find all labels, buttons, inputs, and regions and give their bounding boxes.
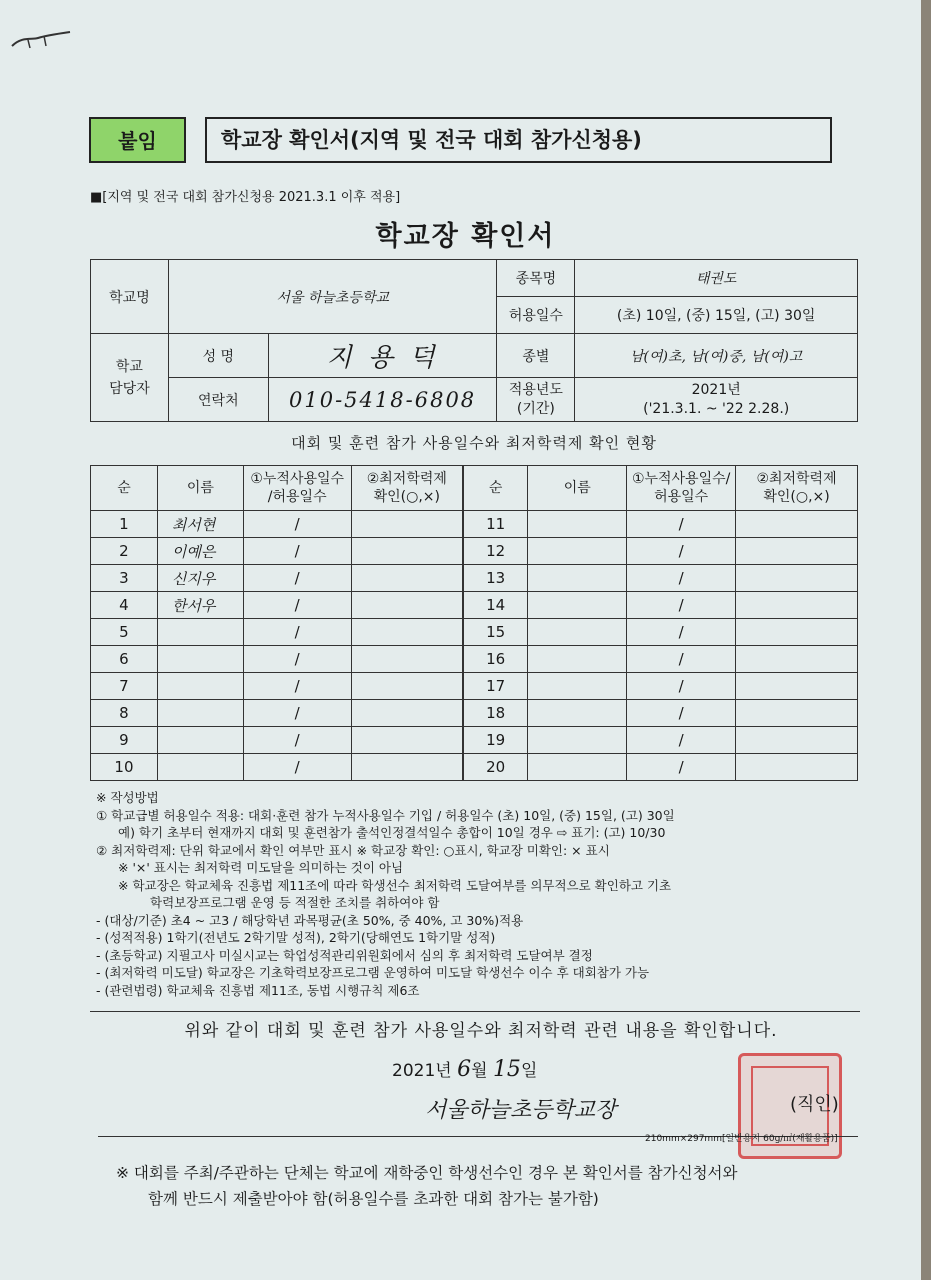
note-line: - (관련법령) 학교체육 진흥법 제11조, 동법 시행규칙 제6조 xyxy=(96,982,420,998)
date-day-unit: 일 xyxy=(520,1061,538,1081)
row-days: / xyxy=(243,538,351,565)
col-header-num-right: 순 xyxy=(463,466,528,511)
year-label: 적용년도 (기간) xyxy=(497,378,575,422)
note-line: - (대상/기준) 초4 ~ 고3 / 해당학년 과목평균(초 50%, 중 40%, 고 30%)적용 xyxy=(96,912,524,928)
row-num: 19 xyxy=(463,727,528,754)
row-academic xyxy=(351,538,463,565)
row-academic xyxy=(351,565,463,592)
row-name xyxy=(528,538,627,565)
table-row xyxy=(91,646,858,673)
row-num: 2 xyxy=(91,538,158,565)
row-academic xyxy=(736,619,858,646)
row-num: 4 xyxy=(91,592,158,619)
applicability-note: ■[지역 및 전국 대회 참가신청용 2021.3.1 이후 적용] xyxy=(90,190,401,205)
row-academic xyxy=(351,754,463,781)
note-line: ② 최저학력제: 단위 학교에서 확인 여부만 표시 ※ 학교장 확인: ○표시, 학교장 미확인: × 표시 xyxy=(96,842,610,858)
manager-label: 학교 담당자 xyxy=(91,334,169,422)
row-days: / xyxy=(243,754,351,781)
school-name-label: 학교명 xyxy=(91,260,169,334)
paper-spec: 210mm×297mm[일반용지 60g/㎡(재활용품)] xyxy=(645,1134,838,1144)
document-header-title: 학교장 확인서(지역 및 전국 대회 참가신청용) xyxy=(205,117,832,163)
sport-value: 태권도 xyxy=(575,260,858,297)
school-name-value: 서울 하늘초등학교 xyxy=(168,260,497,334)
row-academic xyxy=(736,538,858,565)
year-value: 2021년 xyxy=(691,381,741,398)
status-section-title: 대회 및 훈련 참가 사용일수와 최저학력제 확인 현황 xyxy=(291,434,657,452)
note-line: - (최저학력 미도달) 학교장은 기초학력보장프로그램 운영하여 미도달 학생선수 이수 후 대회참가 가능 xyxy=(96,965,650,980)
row-name xyxy=(157,754,243,781)
row-days: / xyxy=(627,673,736,700)
note-line: ※ 학교장은 학교체육 진흥법 제11조에 따라 학생선수 최저학력 도달여부를 의무적으로 확인하고 기초 xyxy=(118,877,672,893)
table-row xyxy=(91,511,858,538)
row-academic xyxy=(351,511,463,538)
row-name xyxy=(528,700,627,727)
allowed-days-value: (초) 10일, (중) 15일, (고) 30일 xyxy=(575,297,858,334)
manager-name-value: 지 용 덕 xyxy=(268,334,497,378)
row-name: 한서우 xyxy=(157,592,243,619)
seal-label: (직인) xyxy=(790,1094,839,1115)
row-name xyxy=(157,700,243,727)
row-days: / xyxy=(627,646,736,673)
row-num: 15 xyxy=(463,619,528,646)
confirmation-statement: 위와 같이 대회 및 훈련 참가 사용일수와 최저학력 관련 내용을 확인합니다. xyxy=(184,1021,778,1041)
table-row xyxy=(91,619,858,646)
row-academic xyxy=(736,700,858,727)
attachment-tag: 붙임 xyxy=(89,117,186,163)
row-days: / xyxy=(627,619,736,646)
row-academic xyxy=(351,619,463,646)
note-line: 예) 학기 초부터 현재까지 대회 및 훈련참가 출석인정결석일수 총합이 10일 경우 ⇨ 표기: (고) 10/30 xyxy=(118,825,666,840)
row-name xyxy=(528,565,627,592)
contact-label: 연락처 xyxy=(168,378,268,422)
row-name xyxy=(528,754,627,781)
row-name xyxy=(528,511,627,538)
row-name xyxy=(528,673,627,700)
table-row xyxy=(91,565,858,592)
footer-note-line-1: ※ 대회를 주최/주관하는 단체는 학교에 재학중인 학생선수인 경우 본 확인서를 참가신청서와 xyxy=(116,1164,738,1182)
col-header-name: 이름 xyxy=(157,466,243,511)
row-name xyxy=(528,619,627,646)
row-name xyxy=(157,727,243,754)
row-name xyxy=(528,727,627,754)
note-line: ① 학교급별 허용일수 적용: 대회·훈련 참가 누적사용일수 기입 / 허용일수 (초) 10일, (중) 15일, (고) 30일 xyxy=(96,807,675,823)
note-line: - (성적적용) 1학기(전년도 2학기말 성적), 2학기(당해연도 1학기말 성적) xyxy=(96,930,496,945)
row-academic xyxy=(351,727,463,754)
note-line: 학력보장프로그램 운영 등 적절한 조치를 취하여야 함 xyxy=(150,895,440,910)
row-name xyxy=(157,646,243,673)
row-academic xyxy=(351,673,463,700)
row-name xyxy=(528,646,627,673)
row-num: 6 xyxy=(91,646,158,673)
col-header-days-right: ①누적사용일수/ 허용일수 xyxy=(627,466,736,511)
row-num: 1 xyxy=(91,511,158,538)
col-header-days: ①누적사용일수 /허용일수 xyxy=(243,466,351,511)
row-academic xyxy=(736,727,858,754)
row-num: 13 xyxy=(463,565,528,592)
note-line: ※ '×' 표시는 최저학력 미도달을 의미하는 것이 아님 xyxy=(118,860,404,875)
row-days: / xyxy=(627,538,736,565)
row-num: 7 xyxy=(91,673,158,700)
date-year: 2021년 xyxy=(392,1061,452,1081)
row-days: / xyxy=(243,511,351,538)
row-days: / xyxy=(627,727,736,754)
manager-name-label: 성 명 xyxy=(168,334,268,378)
row-days: / xyxy=(243,619,351,646)
page-edge-shadow xyxy=(921,0,931,1280)
row-days: / xyxy=(243,727,351,754)
row-name: 신지우 xyxy=(157,565,243,592)
row-num: 18 xyxy=(463,700,528,727)
date-month-unit: 월 xyxy=(471,1061,488,1081)
col-header-name-right: 이름 xyxy=(528,466,627,511)
signing-date xyxy=(392,1056,537,1082)
row-num: 3 xyxy=(91,565,158,592)
row-num: 17 xyxy=(463,673,528,700)
row-name: 이예은 xyxy=(157,538,243,565)
athlete-roster-table xyxy=(90,465,858,781)
col-header-academic-right: ②최저학력제 확인(○,×) xyxy=(736,466,858,511)
date-month: 6 xyxy=(457,1057,472,1082)
sport-label: 종목명 xyxy=(497,260,575,297)
row-academic xyxy=(736,511,858,538)
row-days: / xyxy=(627,592,736,619)
row-num: 10 xyxy=(91,754,158,781)
roster-body xyxy=(91,511,858,781)
row-name xyxy=(157,673,243,700)
row-days: / xyxy=(243,700,351,727)
table-row xyxy=(91,592,858,619)
footer-note xyxy=(116,1160,876,1212)
table-row xyxy=(91,538,858,565)
row-academic xyxy=(736,754,858,781)
row-academic xyxy=(736,592,858,619)
contact-value: 010-5418-6808 xyxy=(268,378,497,422)
row-days: / xyxy=(627,700,736,727)
row-days: / xyxy=(243,646,351,673)
note-line: ※ 작성방법 xyxy=(96,790,159,805)
row-num: 11 xyxy=(463,511,528,538)
allowed-days-label: 허용일수 xyxy=(497,297,575,334)
table-row xyxy=(91,700,858,727)
row-academic xyxy=(351,700,463,727)
divider xyxy=(90,1011,860,1012)
table-row xyxy=(91,754,858,781)
gender-label: 종별 xyxy=(497,334,575,378)
date-day: 15 xyxy=(492,1057,521,1082)
pen-scribble-mark xyxy=(8,26,78,60)
instructions-notes xyxy=(96,789,866,999)
col-header-num: 순 xyxy=(91,466,158,511)
row-academic xyxy=(736,646,858,673)
row-academic xyxy=(351,592,463,619)
row-days: / xyxy=(627,565,736,592)
row-academic xyxy=(351,646,463,673)
row-num: 12 xyxy=(463,538,528,565)
row-days: / xyxy=(627,511,736,538)
row-num: 16 xyxy=(463,646,528,673)
row-days: / xyxy=(627,754,736,781)
gender-value: 남(여)초, 남(여)중, 남(여)고 xyxy=(575,334,858,378)
row-num: 14 xyxy=(463,592,528,619)
row-days: / xyxy=(243,592,351,619)
footer-note-line-2: 함께 반드시 제출받아야 함(허용일수를 초과한 대회 참가는 불가함) xyxy=(148,1190,599,1208)
school-info-table xyxy=(90,259,858,422)
row-days: / xyxy=(243,565,351,592)
row-num: 20 xyxy=(463,754,528,781)
row-name: 최서현 xyxy=(157,511,243,538)
table-row xyxy=(91,727,858,754)
row-name xyxy=(528,592,627,619)
row-name xyxy=(157,619,243,646)
row-academic xyxy=(736,673,858,700)
page-title: 학교장 확인서 xyxy=(375,221,556,252)
year-period: ('21.3.1. ~ '22 2.28.) xyxy=(643,400,790,417)
table-row xyxy=(91,673,858,700)
year-cell xyxy=(575,378,858,422)
col-header-academic: ②최저학력제 확인(○,×) xyxy=(351,466,463,511)
note-line: - (초등학교) 지필고사 미실시교는 학업성적관리위원회에서 심의 후 최저학력 도달여부 결정 xyxy=(96,947,593,963)
row-num: 5 xyxy=(91,619,158,646)
row-num: 9 xyxy=(91,727,158,754)
row-num: 8 xyxy=(91,700,158,727)
row-days: / xyxy=(243,673,351,700)
row-academic xyxy=(736,565,858,592)
principal-signature: 서울하늘초등학교장 xyxy=(425,1098,617,1123)
